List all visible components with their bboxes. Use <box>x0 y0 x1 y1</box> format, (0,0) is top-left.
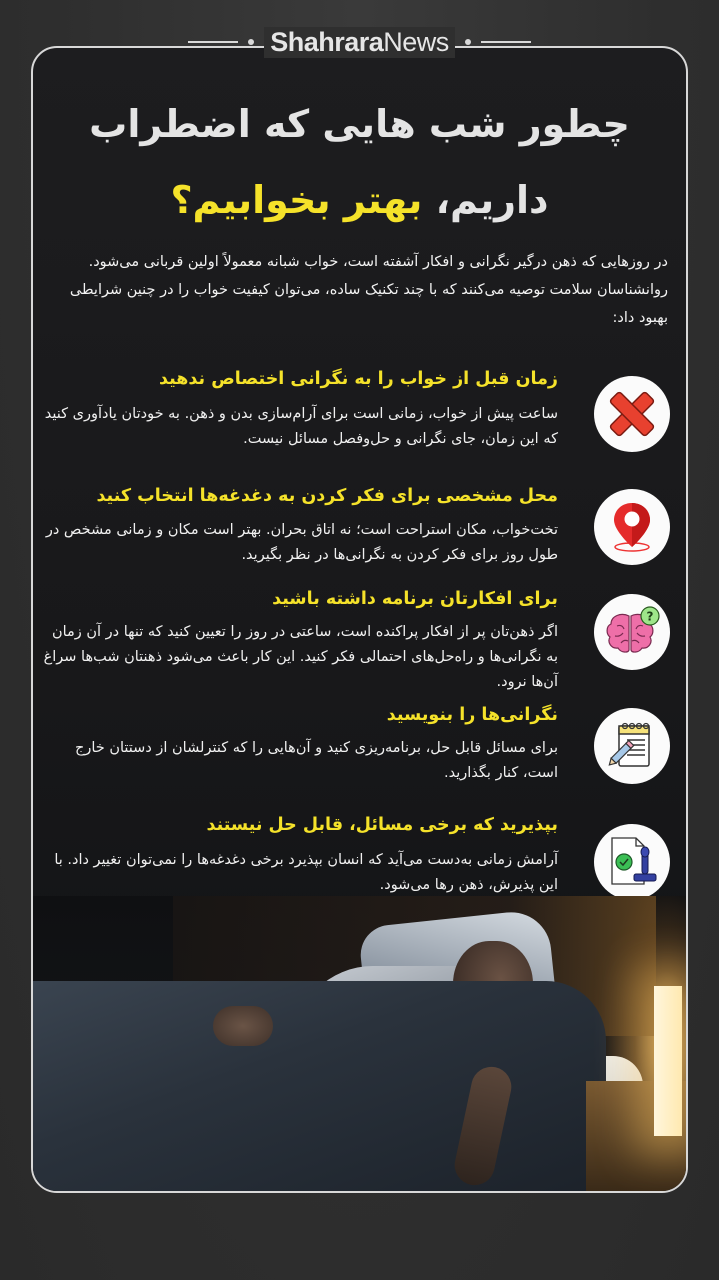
location-pin-icon <box>594 489 670 565</box>
brand-logo <box>264 27 455 58</box>
svg-text:?: ? <box>646 609 654 624</box>
brand-dot-right <box>465 39 471 45</box>
photo-bedsheet <box>33 981 606 1191</box>
brand-divider-left <box>188 41 238 43</box>
tip-body: آرامش زمانی به‌دست می‌آید که انسان بپذیرد برخی دغدغه‌ها را نمی‌توان تغییر داد. با این پذیرش، ذهن رها می‌شود. <box>54 852 558 893</box>
tip-item <box>43 475 676 585</box>
tip-heading: نگرانی‌ها را بنویسید <box>386 705 558 725</box>
tip-item <box>43 358 676 468</box>
tip-heading: زمان قبل از خواب را به نگرانی اختصاص ندهید <box>159 369 558 389</box>
title-line-2-prefix: داریم، <box>422 178 549 222</box>
x-mark-icon <box>594 376 670 452</box>
tip-body: برای مسائل قابل حل، برنامه‌ریزی کنید و آن‌هایی را که کنترلشان از دستتان خارج است، کنار بگذارید. <box>75 740 558 781</box>
notepad-pencil-icon <box>594 708 670 784</box>
brand-logo-bold: Shahrara <box>270 26 384 57</box>
tip-heading: بپذیرید که برخی مسائل، قابل حل نیستند <box>206 815 558 835</box>
title-line-1: چطور شب هایی که اضطراب <box>89 102 630 146</box>
tip-body: اگر ذهن‌تان پر از افکار پراکنده است، ساعتی در روز را تعیین کنید که تنها در آن زمان به نگرانی‌ها و راه‌حل‌های احتمالی فکر کنید. این کار باعث می‌شود ذهنتان شب‌ها سراغ آن‌ها نرود. <box>43 624 558 690</box>
brand-dot-left <box>248 39 254 45</box>
infographic-frame <box>31 46 688 1193</box>
brand-divider-right <box>481 41 531 43</box>
tip-heading: محل مشخصی برای فکر کردن به دغدغه‌ها انتخاب کنید <box>96 486 558 506</box>
title-highlight: بهتر بخوابیم؟ <box>170 178 423 222</box>
photo-man-awake-in-bed <box>33 896 686 1191</box>
intro-paragraph: در روزهایی که ذهن درگیر نگرانی و افکار آشفته است، خواب شبانه معمولاً اولین قربانی می‌شود. روانشناسان سلامت توصیه می‌کنند که با چند تکنیک ساده، می‌توان کیفیت خواب را در چنین شرایطی بهبود داد: <box>69 254 668 326</box>
photo-hand <box>213 1006 273 1046</box>
tip-body: تخت‌خواب، مکان استراحت است؛ نه اتاق بحران. بهتر است مکان و زمانی مشخص در طول روز برای فکر کردن به نگرانی‌ها در نظر بگیرید. <box>45 522 558 563</box>
brand-logo-light: News <box>383 26 449 57</box>
brain-question-icon <box>594 594 670 670</box>
tip-heading: برای افکارتان برنامه داشته باشید <box>272 589 558 609</box>
title-line-2 <box>33 162 686 238</box>
tip-body: ساعت پیش از خواب، زمانی است برای آرام‌سازی بدن و ذهن. به خودتان یادآوری کنید که این زمان، جای نگرانی و حل‌وفصل مسائل نیست. <box>44 406 558 447</box>
page-title <box>33 86 686 238</box>
approved-document-stamp-icon <box>594 824 670 900</box>
brand-header <box>0 22 719 62</box>
tip-item <box>43 696 676 806</box>
photo-bedside-lamp <box>654 986 682 1136</box>
